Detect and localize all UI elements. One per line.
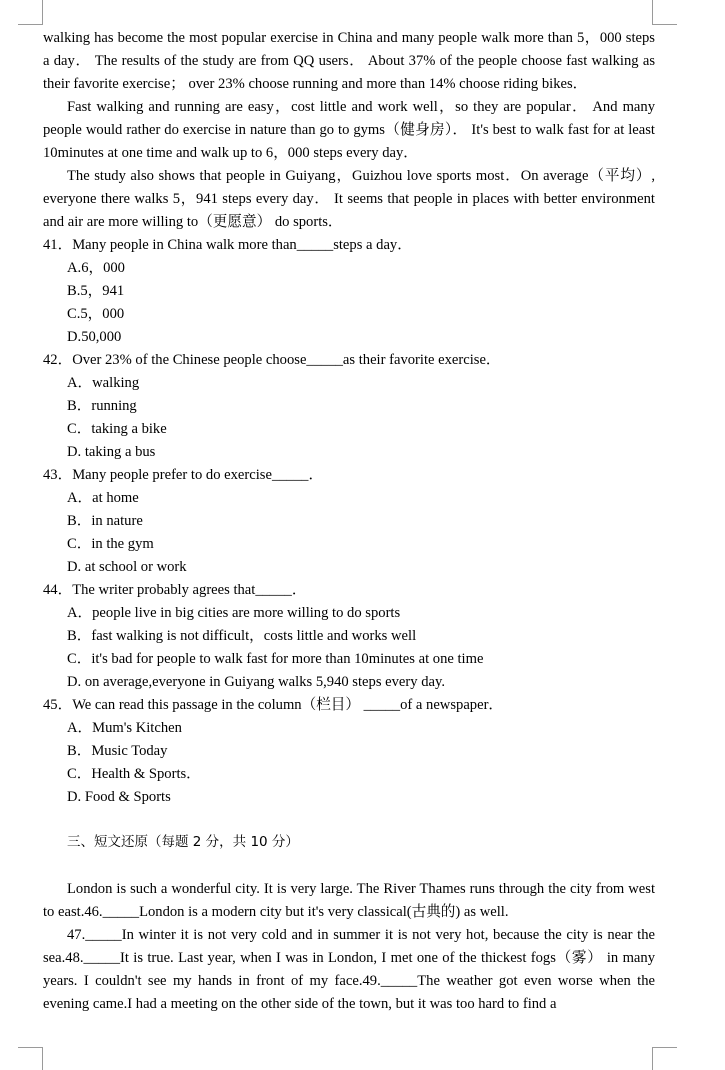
option-a: A.6，000 [67, 260, 125, 276]
question-45 [43, 694, 655, 809]
option-b: B．in nature [67, 513, 143, 529]
question-stem: 43．Many people prefer to do exercise_____． [43, 467, 324, 483]
crop-mark-bottom-right [652, 1047, 677, 1070]
passage2-paragraph-1: London is such a wonderful city. It is very large. The River Thames runs through the city from west to east.46._____London is a modern city but it's very classical(古典的) as well. [43, 881, 655, 920]
option-d: D. at school or work [67, 559, 187, 575]
question-stem: 45．We can read this passage in the column（栏目） _____of a newspaper． [43, 697, 504, 713]
passage-paragraph-2: Fast walking and running are easy，cost little and work well，so they are popular． And many people would rather do exercise in nature than go to gyms（健身房）． It's best to walk fast for at least 10minutes at one time and walk up to 6，000 steps every day． [43, 99, 655, 161]
question-42 [43, 349, 655, 464]
option-d: D. Food & Sports [67, 789, 171, 805]
option-a: A．walking [67, 375, 140, 391]
question-stem: 44．The writer probably agrees that_____． [43, 582, 307, 598]
option-b: B．Music Today [67, 743, 168, 759]
crop-mark-top-right [652, 0, 677, 25]
option-d: D. taking a bus [67, 444, 156, 460]
option-a: A．people live in big cities are more willing to do sports [67, 605, 401, 621]
option-c: C．in the gym [67, 536, 154, 552]
passage-paragraph-1: walking has become the most popular exercise in China and many people walk more than 5，000 steps a day． The results of the study are from QQ users． About 37% of the people choose fast walking as their favorite exercise； over 23% choose running and more than 14% choose riding bikes． [43, 30, 655, 92]
option-c: C．it's bad for people to walk fast for more than 10minutes at one time [67, 651, 484, 667]
passage-paragraph-3: The study also shows that people in Guiyang，Guizhou love sports most．On average（平均）, everyone there walks 5，941 steps every day． It seems that people in places with better environment and air are more willing to（更愿意） do sports． [43, 168, 655, 230]
option-d: D. on average,everyone in Guiyang walks 5,940 steps every day. [67, 674, 445, 690]
section-heading: 三、短文还原（每题 2 分，共 10 分） [67, 834, 299, 850]
option-d: D.50,000 [67, 329, 122, 345]
option-c: C．taking a bike [67, 421, 167, 437]
option-a: A．at home [67, 490, 139, 506]
document-page [43, 27, 655, 1016]
question-43 [43, 464, 655, 579]
option-a: A．Mum's Kitchen [67, 720, 182, 736]
question-44 [43, 579, 655, 694]
passage2-paragraph-2: 47._____In winter it is not very cold and in summer it is not very hot, because the city is near the sea.48._____It is true. Last year, when I was in London, I met one of the thickest fogs（雾） in many years. I couldn't see my hands in front of my face.49._____The weather got even worse when the evening came.I had a meeting on the other side of the town, but it was too hard to find a [43, 927, 655, 1012]
question-stem: 42．Over 23% of the Chinese people choose_____as their favorite exercise． [43, 352, 501, 368]
option-b: B．fast walking is not difficult，costs little and works well [67, 628, 417, 644]
option-c: C．Health & Sports． [67, 766, 201, 782]
question-41 [43, 234, 655, 349]
crop-mark-top-left [18, 0, 43, 25]
option-c: C.5，000 [67, 306, 125, 322]
question-stem: 41．Many people in China walk more than_____steps a day． [43, 237, 412, 253]
option-b: B．running [67, 398, 137, 414]
option-b: B.5，941 [67, 283, 125, 299]
crop-mark-bottom-left [18, 1047, 43, 1070]
